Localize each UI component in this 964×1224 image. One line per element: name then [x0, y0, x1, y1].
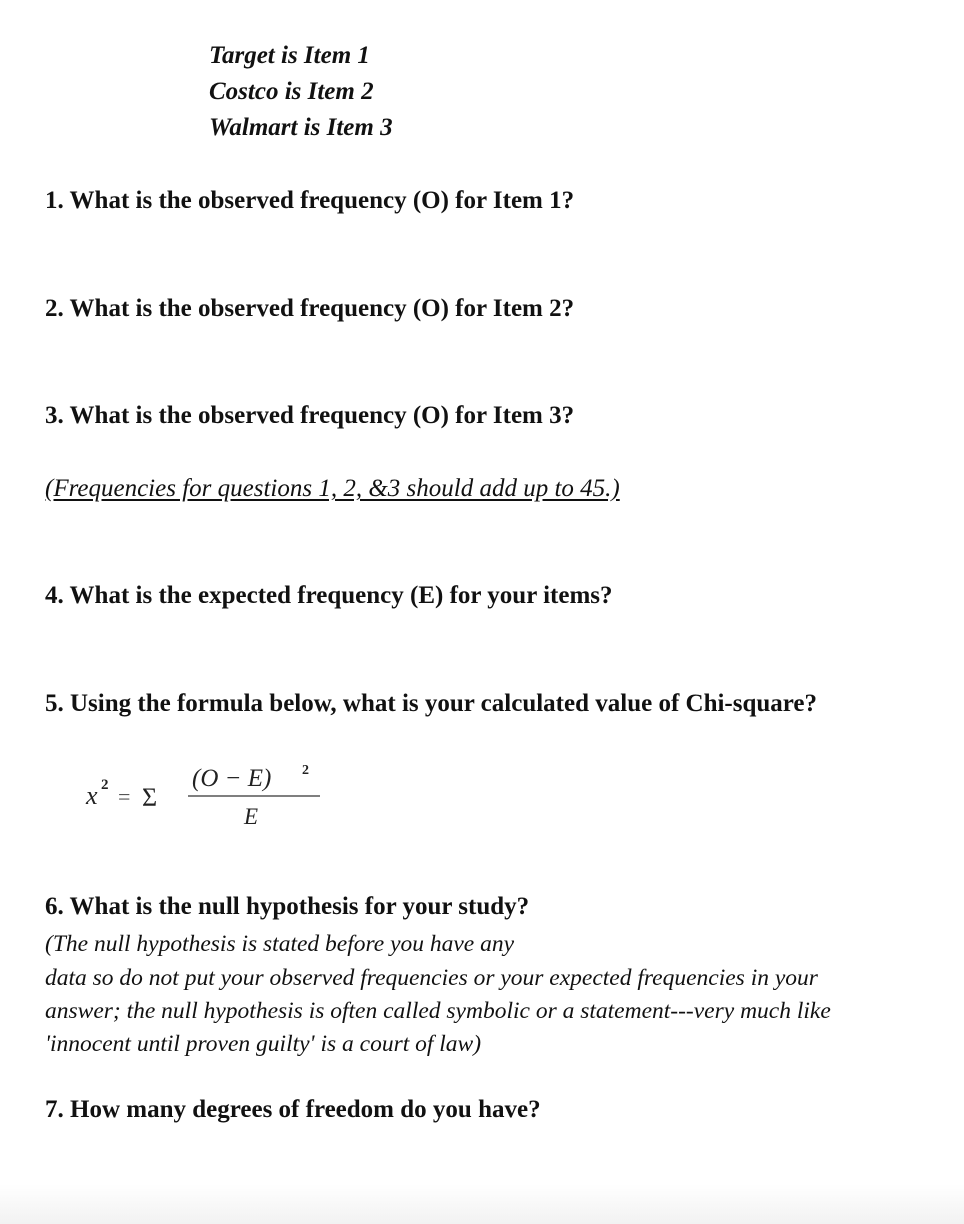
formula-denominator: E	[244, 804, 259, 829]
null-hypothesis-hint-line-4: 'innocent until proven guilty' is a court of law)	[45, 1031, 482, 1057]
page-bottom-edge	[0, 1184, 964, 1224]
null-hypothesis-hint-line-2: data so do not put your observed frequencies or your expected frequencies in your	[45, 965, 818, 991]
question-5: 5. Using the formula below, what is your calculated value of Chi-square?	[45, 690, 818, 717]
formula-sigma: Σ	[142, 783, 158, 812]
question-4: 4. What is the expected frequency (E) for your items?	[45, 582, 613, 609]
frequency-note-link[interactable]: (Frequencies for questions 1, 2, &3 should add up to 45.)	[45, 475, 620, 502]
chi-square-formula	[80, 752, 340, 842]
question-2: 2. What is the observed frequency (O) for Item 2?	[45, 295, 575, 322]
question-6: 6. What is the null hypothesis for your study?	[45, 893, 530, 920]
null-hypothesis-hint-line-1: (The null hypothesis is stated before you have any	[45, 931, 515, 957]
question-3: 3. What is the observed frequency (O) for Item 3?	[45, 402, 575, 429]
formula-x: x	[86, 781, 98, 810]
formula-numerator-exponent: 2	[302, 763, 309, 778]
question-1: 1. What is the observed frequency (O) for Item 1?	[45, 187, 575, 214]
item-key-costco: Costco is Item 2	[209, 78, 374, 105]
item-key-walmart: Walmart is Item 3	[209, 114, 393, 141]
null-hypothesis-hint-line-3: answer; the null hypothesis is often called symbolic or a statement---very much like	[45, 998, 831, 1024]
question-7: 7. How many degrees of freedom do you have?	[45, 1096, 541, 1123]
formula-equals: =	[118, 784, 131, 809]
item-key-target: Target is Item 1	[209, 42, 370, 69]
formula-x-exponent: 2	[101, 777, 109, 793]
formula-numerator: (O − E)	[192, 765, 272, 792]
